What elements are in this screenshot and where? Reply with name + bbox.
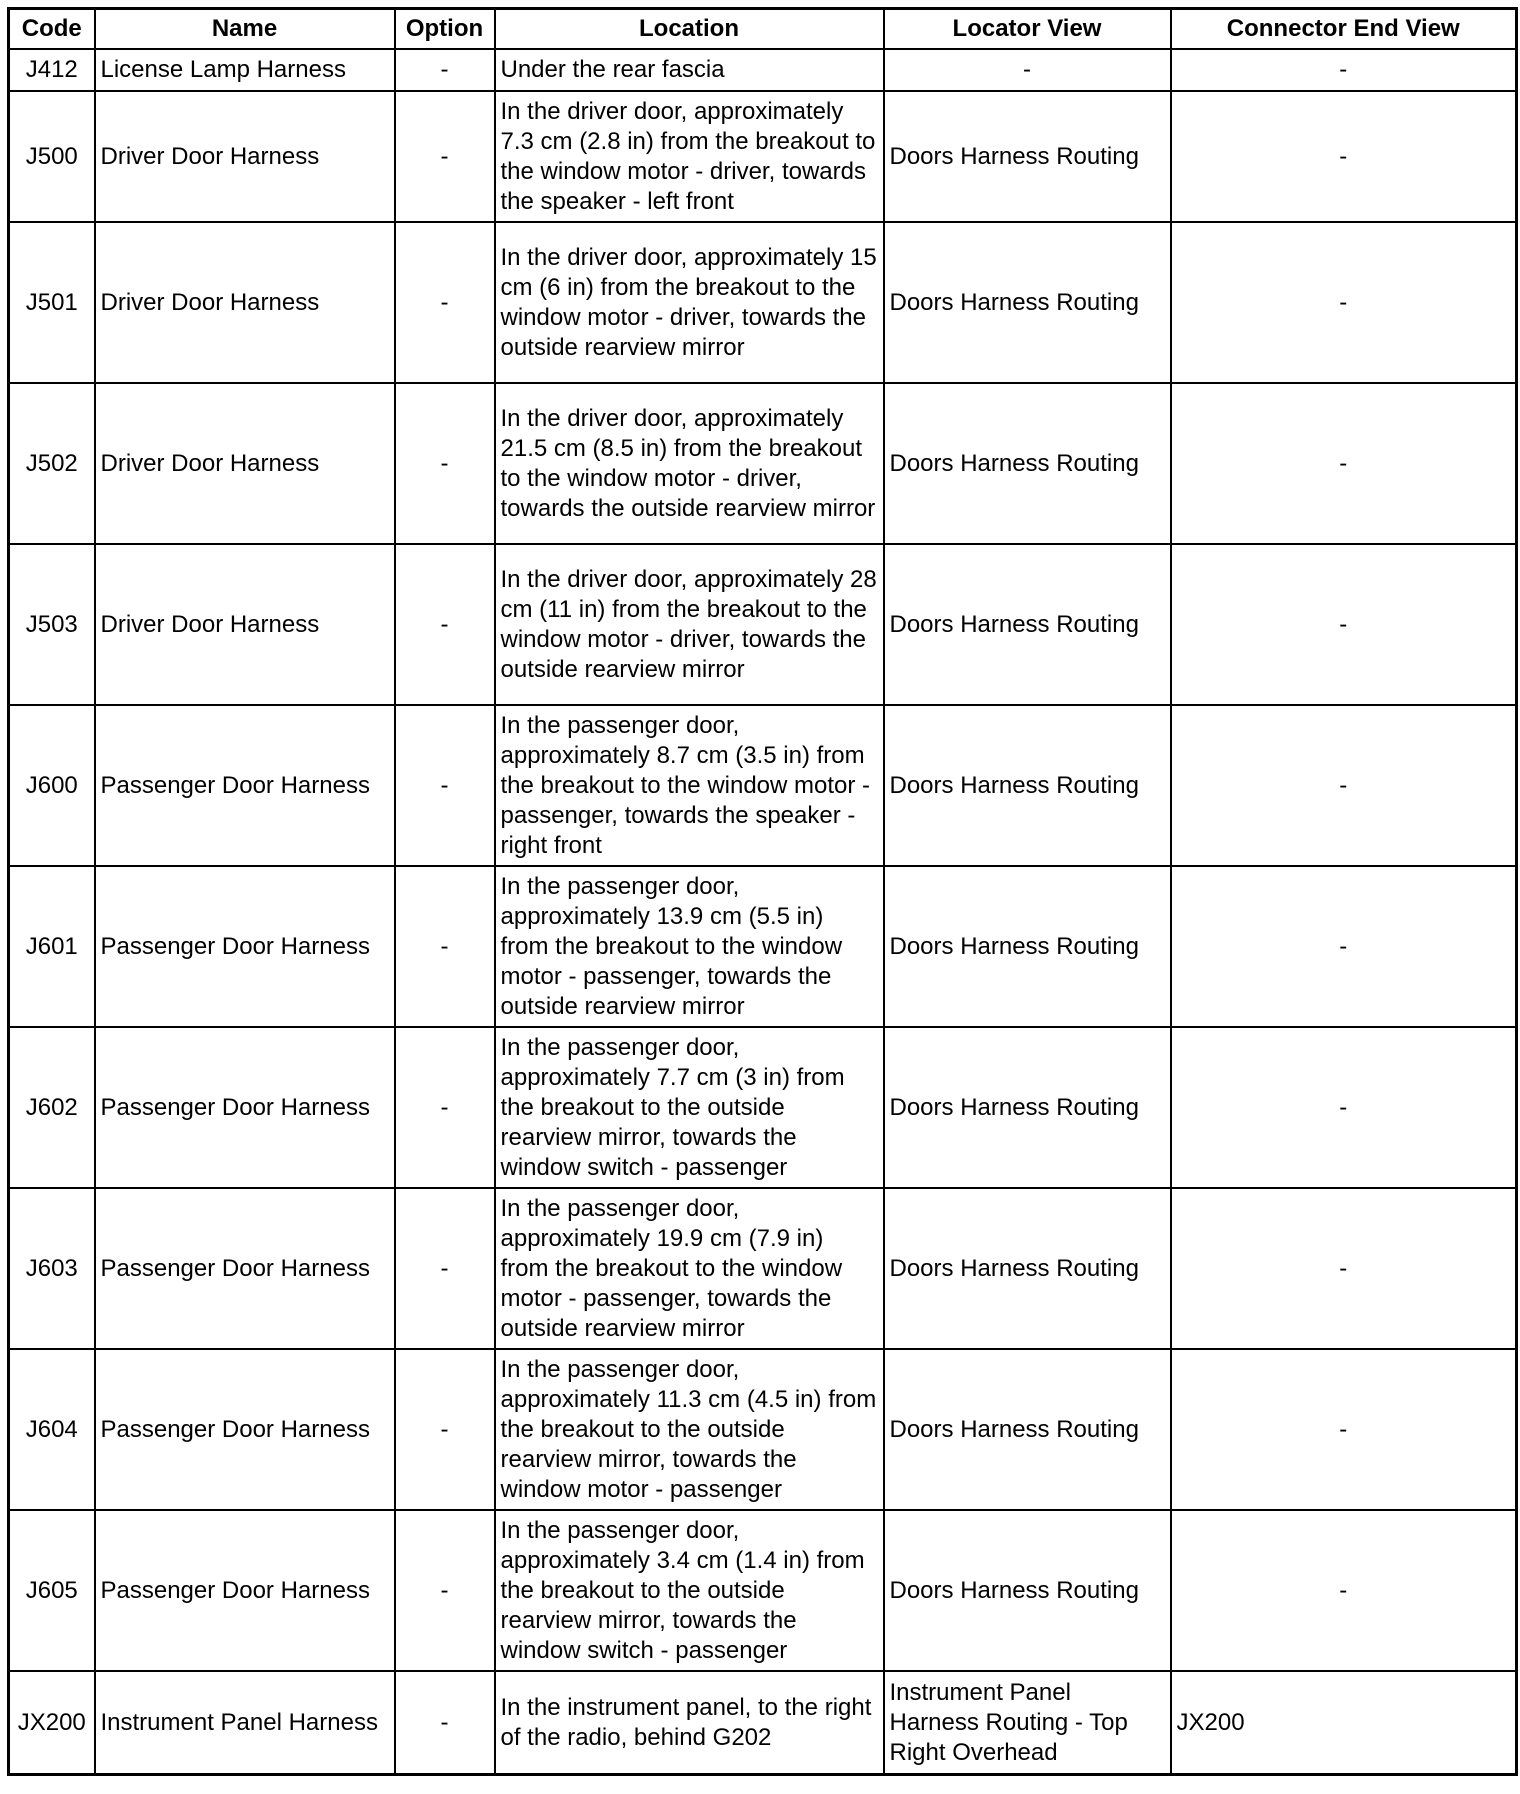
cell-code: J600	[9, 705, 95, 866]
cell-name: Passenger Door Harness	[95, 1188, 395, 1349]
cell-locator-view: Instrument Panel Harness Routing - Top Right Overhead	[884, 1671, 1171, 1775]
cell-connector-end-view: -	[1171, 705, 1517, 866]
cell-name: Passenger Door Harness	[95, 866, 395, 1027]
cell-location: In the driver door, approximately 28 cm (11 in) from the breakout to the window motor - driver, towards the outside rearview mirror	[495, 544, 884, 705]
cell-option: -	[395, 1188, 495, 1349]
table-row	[9, 222, 1517, 383]
cell-name: Driver Door Harness	[95, 222, 395, 383]
connector-table-sheet	[7, 7, 1515, 1776]
cell-location: In the passenger door, approximately 3.4 cm (1.4 in) from the breakout to the outside rearview mirror, towards the window switch - passenger	[495, 1510, 884, 1671]
cell-connector-end-view: -	[1171, 91, 1517, 222]
cell-option: -	[395, 49, 495, 91]
cell-option: -	[395, 866, 495, 1027]
cell-code: J502	[9, 383, 95, 544]
cell-code: J601	[9, 866, 95, 1027]
cell-connector-end-view: -	[1171, 1349, 1517, 1510]
table-row	[9, 1188, 1517, 1349]
cell-connector-end-view: JX200	[1171, 1671, 1517, 1775]
cell-connector-end-view: -	[1171, 1027, 1517, 1188]
header-row	[9, 9, 1517, 50]
cell-locator-view: Doors Harness Routing	[884, 1510, 1171, 1671]
table-row	[9, 1027, 1517, 1188]
cell-option: -	[395, 222, 495, 383]
cell-code: J501	[9, 222, 95, 383]
header-location: Location	[495, 9, 884, 50]
cell-code: JX200	[9, 1671, 95, 1775]
cell-code: J412	[9, 49, 95, 91]
cell-connector-end-view: -	[1171, 1510, 1517, 1671]
cell-connector-end-view: -	[1171, 866, 1517, 1027]
cell-name: Driver Door Harness	[95, 383, 395, 544]
cell-location: In the passenger door, approximately 13.9 cm (5.5 in) from the breakout to the window motor - passenger, towards the outside rearview mirror	[495, 866, 884, 1027]
table-row	[9, 866, 1517, 1027]
table-row	[9, 1671, 1517, 1775]
cell-location: In the instrument panel, to the right of the radio, behind G202	[495, 1671, 884, 1775]
cell-location: In the driver door, approximately 7.3 cm (2.8 in) from the breakout to the window motor - driver, towards the speaker - left front	[495, 91, 884, 222]
cell-locator-view: Doors Harness Routing	[884, 91, 1171, 222]
table-row	[9, 383, 1517, 544]
cell-locator-view: Doors Harness Routing	[884, 705, 1171, 866]
cell-location: In the driver door, approximately 21.5 cm (8.5 in) from the breakout to the window motor - driver, towards the outside rearview mirror	[495, 383, 884, 544]
cell-name: Passenger Door Harness	[95, 1510, 395, 1671]
cell-option: -	[395, 91, 495, 222]
cell-connector-end-view: -	[1171, 544, 1517, 705]
cell-option: -	[395, 1349, 495, 1510]
table-row	[9, 49, 1517, 91]
cell-code: J602	[9, 1027, 95, 1188]
cell-code: J500	[9, 91, 95, 222]
cell-location: Under the rear fascia	[495, 49, 884, 91]
table-row	[9, 1510, 1517, 1671]
cell-option: -	[395, 705, 495, 866]
table-row	[9, 705, 1517, 866]
cell-name: Driver Door Harness	[95, 544, 395, 705]
cell-code: J604	[9, 1349, 95, 1510]
header-code: Code	[9, 9, 95, 50]
cell-location: In the passenger door, approximately 7.7 cm (3 in) from the breakout to the outside rearview mirror, towards the window switch - passenger	[495, 1027, 884, 1188]
cell-locator-view: Doors Harness Routing	[884, 222, 1171, 383]
cell-connector-end-view: -	[1171, 383, 1517, 544]
cell-name: Driver Door Harness	[95, 91, 395, 222]
connector-table	[7, 7, 1518, 1776]
cell-option: -	[395, 544, 495, 705]
cell-name: License Lamp Harness	[95, 49, 395, 91]
cell-name: Instrument Panel Harness	[95, 1671, 395, 1775]
cell-name: Passenger Door Harness	[95, 1349, 395, 1510]
cell-locator-view: Doors Harness Routing	[884, 383, 1171, 544]
cell-location: In the driver door, approximately 15 cm (6 in) from the breakout to the window motor - driver, towards the outside rearview mirror	[495, 222, 884, 383]
cell-connector-end-view: -	[1171, 49, 1517, 91]
cell-locator-view: -	[884, 49, 1171, 91]
cell-option: -	[395, 383, 495, 544]
cell-code: J605	[9, 1510, 95, 1671]
cell-code: J503	[9, 544, 95, 705]
header-connector-end-view: Connector End View	[1171, 9, 1517, 50]
table-row	[9, 1349, 1517, 1510]
cell-option: -	[395, 1671, 495, 1775]
cell-locator-view: Doors Harness Routing	[884, 1027, 1171, 1188]
cell-option: -	[395, 1027, 495, 1188]
cell-location: In the passenger door, approximately 8.7 cm (3.5 in) from the breakout to the window motor - passenger, towards the speaker - right front	[495, 705, 884, 866]
table-row	[9, 544, 1517, 705]
table-row	[9, 91, 1517, 222]
cell-name: Passenger Door Harness	[95, 1027, 395, 1188]
cell-locator-view: Doors Harness Routing	[884, 1349, 1171, 1510]
cell-locator-view: Doors Harness Routing	[884, 1188, 1171, 1349]
header-locator-view: Locator View	[884, 9, 1171, 50]
cell-option: -	[395, 1510, 495, 1671]
header-option: Option	[395, 9, 495, 50]
cell-locator-view: Doors Harness Routing	[884, 866, 1171, 1027]
cell-connector-end-view: -	[1171, 222, 1517, 383]
header-name: Name	[95, 9, 395, 50]
cell-location: In the passenger door, approximately 19.9 cm (7.9 in) from the breakout to the window motor - passenger, towards the outside rearview mirror	[495, 1188, 884, 1349]
cell-connector-end-view: -	[1171, 1188, 1517, 1349]
cell-name: Passenger Door Harness	[95, 705, 395, 866]
cell-code: J603	[9, 1188, 95, 1349]
cell-location: In the passenger door, approximately 11.3 cm (4.5 in) from the breakout to the outside rearview mirror, towards the window motor - passenger	[495, 1349, 884, 1510]
cell-locator-view: Doors Harness Routing	[884, 544, 1171, 705]
